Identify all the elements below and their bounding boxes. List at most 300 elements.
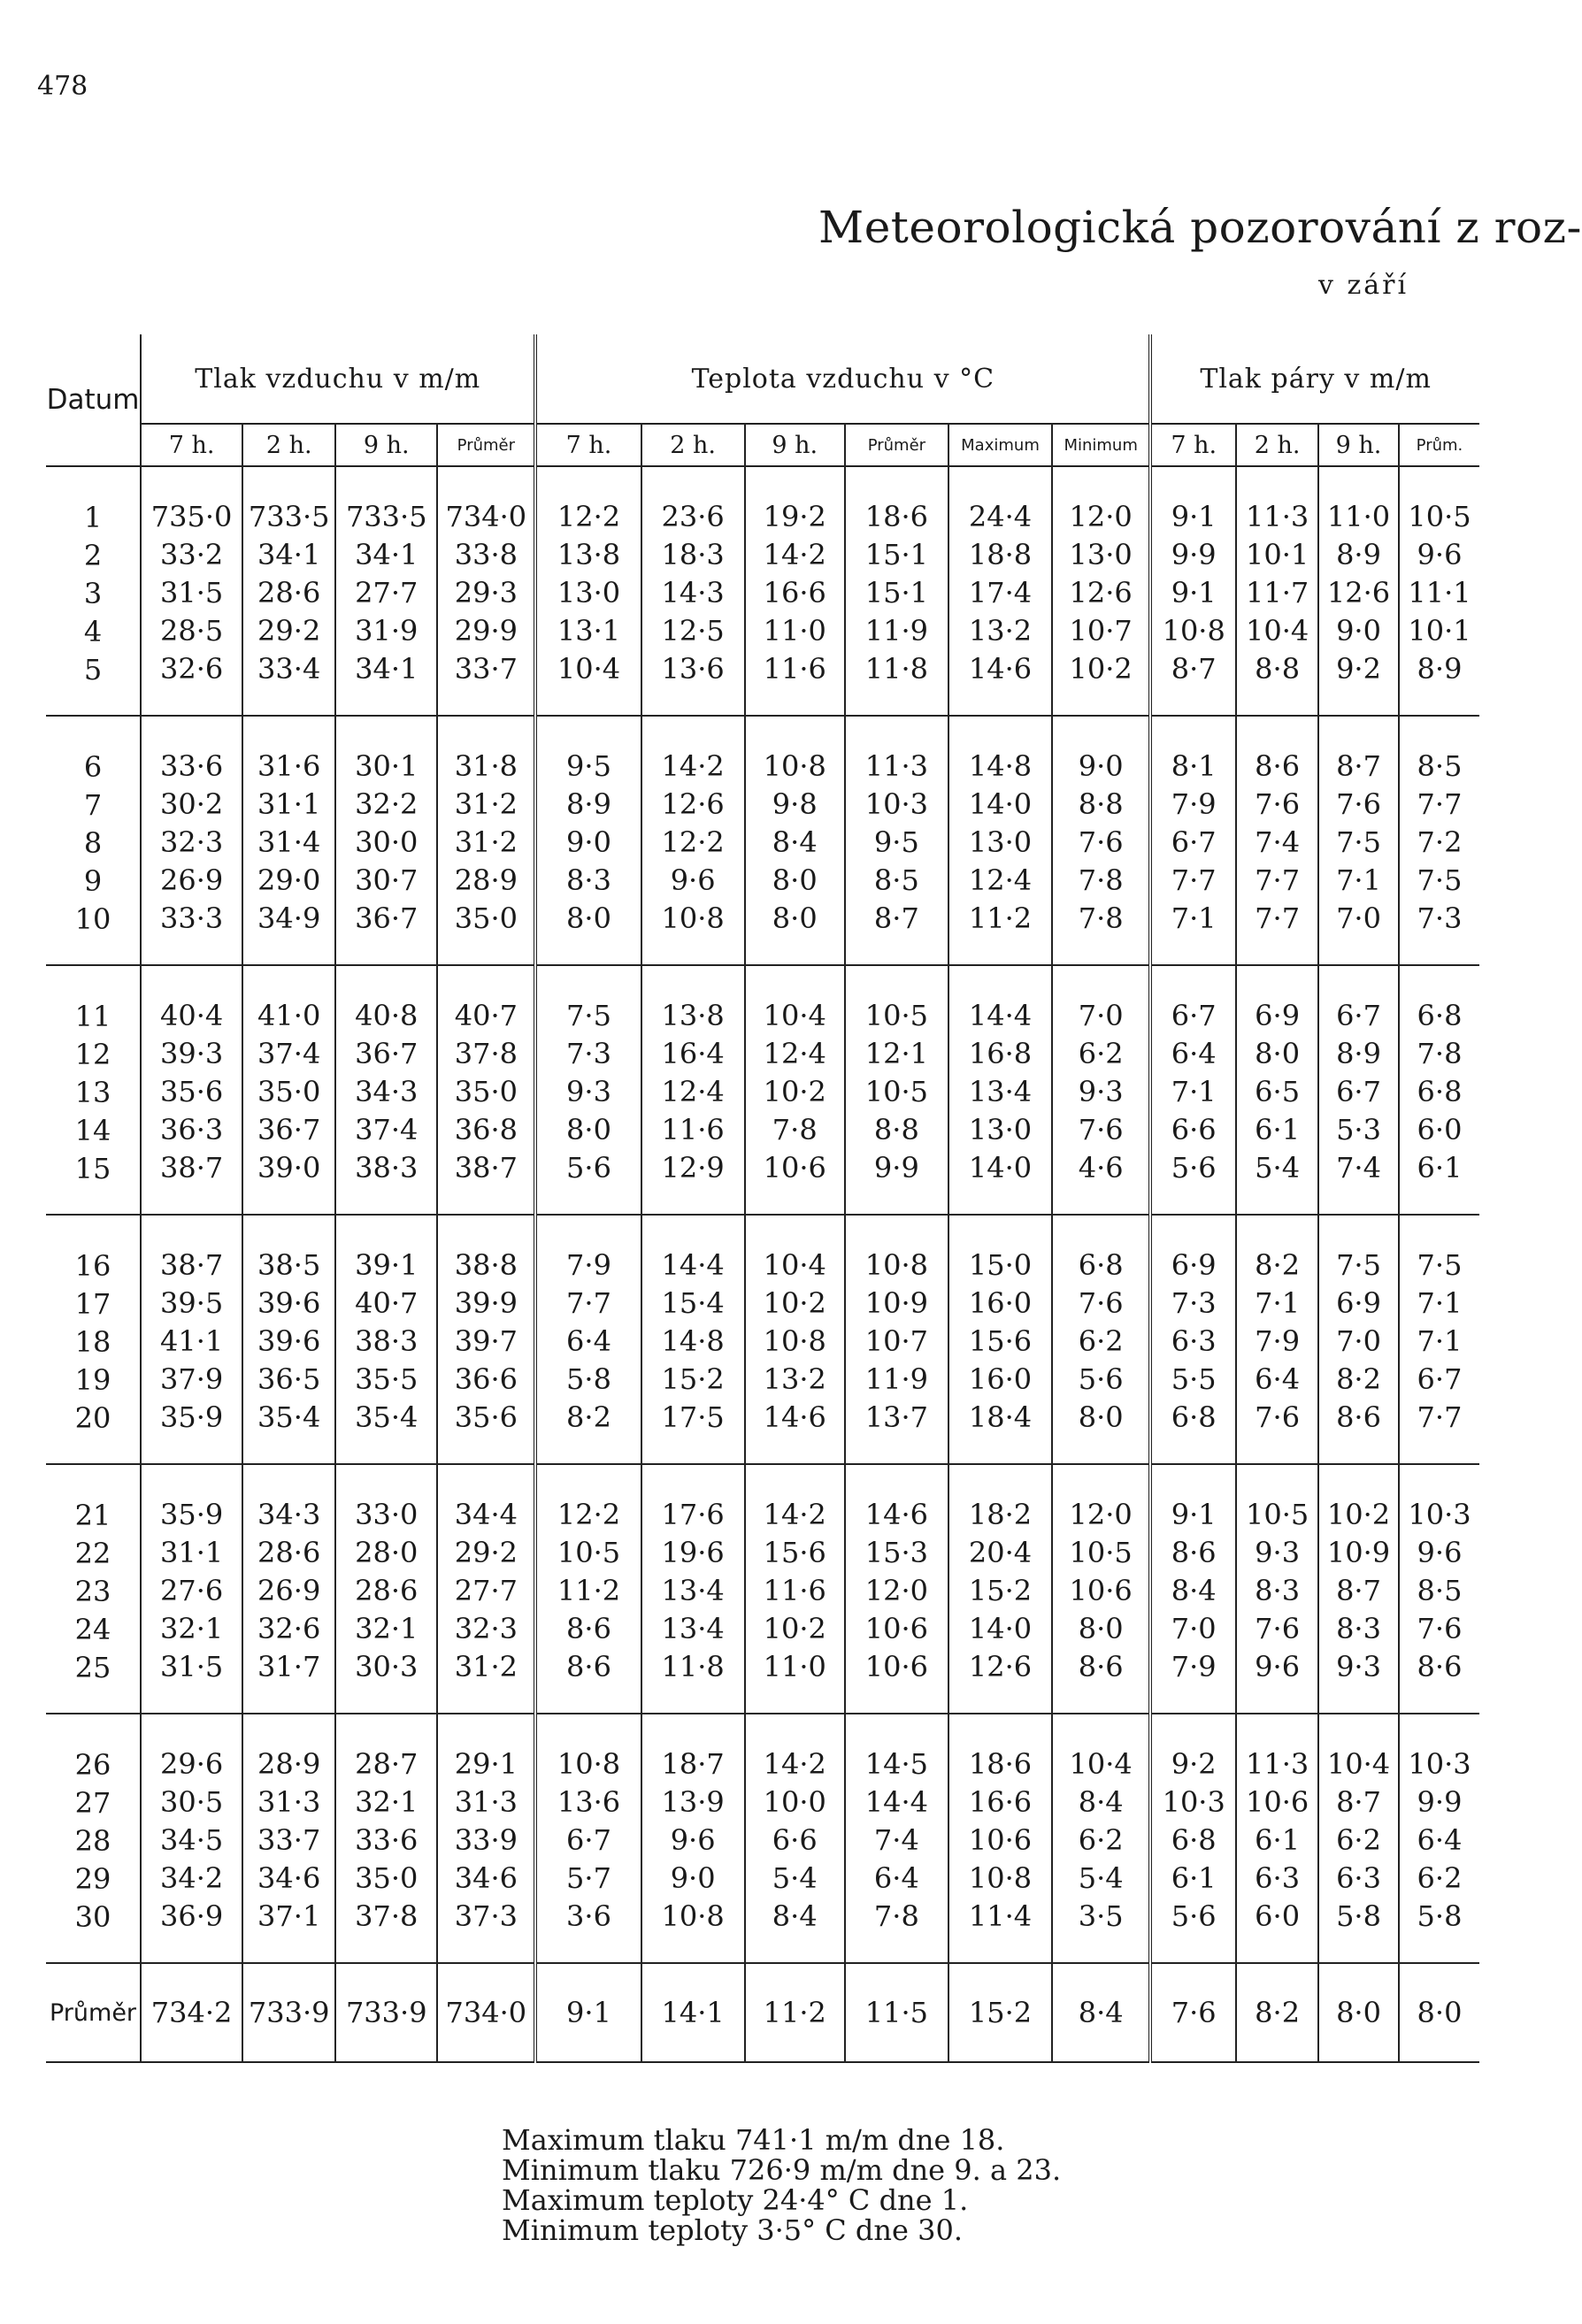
value-cell: 10·8 — [1150, 612, 1236, 650]
spacer-row — [46, 1437, 1479, 1464]
value-cell: 35·5 — [335, 1361, 437, 1399]
value-cell: 10·4 — [745, 1246, 845, 1285]
value-cell: 7·1 — [1236, 1285, 1318, 1323]
value-cell: 10·5 — [845, 1073, 948, 1111]
value-cell: 14·6 — [948, 650, 1052, 688]
value-cell: 15·3 — [845, 1534, 948, 1572]
datum-header: Datum — [46, 334, 141, 466]
value-cell: 7·6 — [1318, 786, 1399, 824]
note-min-temperature: Minimum teploty 3·5° C dne 30. — [502, 2213, 964, 2247]
value-cell: 13·0 — [948, 824, 1052, 862]
day-cell: 4 — [46, 612, 141, 650]
value-cell: 9·6 — [1399, 1534, 1479, 1572]
value-cell: 6·0 — [1399, 1111, 1479, 1149]
value-cell: 8·2 — [1318, 1361, 1399, 1399]
value-cell: 26·9 — [141, 862, 242, 900]
value-cell: 15·2 — [641, 1361, 745, 1399]
value-cell: 6·7 — [1318, 1073, 1399, 1111]
table-row — [46, 1860, 1479, 1898]
value-cell: 6·8 — [1150, 1399, 1236, 1437]
value-cell: 6·4 — [1236, 1361, 1318, 1399]
value-cell: 10·5 — [1052, 1534, 1150, 1572]
value-cell: 15·0 — [948, 1246, 1052, 1285]
value-cell: 30·2 — [141, 786, 242, 824]
table-row — [46, 1496, 1479, 1534]
value-cell: 16·0 — [948, 1285, 1052, 1323]
value-cell: 8·0 — [1236, 1035, 1318, 1073]
value-cell: 37·4 — [335, 1111, 437, 1149]
value-cell: 33·7 — [242, 1822, 335, 1860]
value-cell: 39·1 — [335, 1246, 437, 1285]
table-row — [46, 1745, 1479, 1783]
value-cell: 31·2 — [437, 1648, 535, 1686]
value-cell: 34·9 — [242, 900, 335, 938]
header-sub-row — [46, 424, 1479, 466]
value-cell: 15·2 — [948, 1572, 1052, 1610]
value-cell: 34·4 — [437, 1496, 535, 1534]
value-cell: 28·6 — [242, 574, 335, 612]
average-cell: 15·2 — [948, 1963, 1052, 2062]
value-cell: 6·3 — [1150, 1323, 1236, 1361]
value-cell: 11·6 — [641, 1111, 745, 1149]
header-group-row — [46, 334, 1479, 424]
value-cell: 8·8 — [845, 1111, 948, 1149]
vapor-col-7h: 7 h. — [1150, 424, 1236, 466]
value-cell: 5·8 — [1318, 1898, 1399, 1936]
observation-table — [46, 334, 1479, 2063]
value-cell: 7·5 — [535, 997, 641, 1035]
value-cell: 15·6 — [745, 1534, 845, 1572]
value-cell: 11·9 — [845, 612, 948, 650]
value-cell: 9·3 — [535, 1073, 641, 1111]
average-cell: 734·0 — [437, 1963, 535, 2062]
value-cell: 11·0 — [745, 1648, 845, 1686]
spacer-row — [46, 1215, 1479, 1246]
value-cell: 31·6 — [242, 748, 335, 786]
value-cell: 40·4 — [141, 997, 242, 1035]
average-row — [46, 1963, 1479, 2062]
value-cell: 6·2 — [1052, 1822, 1150, 1860]
value-cell: 14·6 — [745, 1399, 845, 1437]
value-cell: 7·9 — [1150, 1648, 1236, 1686]
value-cell: 734·0 — [437, 498, 535, 536]
value-cell: 9·9 — [845, 1149, 948, 1187]
value-cell: 35·0 — [437, 900, 535, 938]
value-cell: 10·2 — [745, 1285, 845, 1323]
value-cell: 8·4 — [745, 1898, 845, 1936]
value-cell: 34·3 — [335, 1073, 437, 1111]
value-cell: 16·8 — [948, 1035, 1052, 1073]
value-cell: 31·4 — [242, 824, 335, 862]
value-cell: 8·0 — [745, 900, 845, 938]
value-cell: 10·4 — [1052, 1745, 1150, 1783]
value-cell: 12·1 — [845, 1035, 948, 1073]
value-cell: 18·8 — [948, 536, 1052, 574]
value-cell: 40·7 — [437, 997, 535, 1035]
value-cell: 8·7 — [1150, 650, 1236, 688]
value-cell: 34·6 — [437, 1860, 535, 1898]
value-cell: 14·4 — [641, 1246, 745, 1285]
value-cell: 33·3 — [141, 900, 242, 938]
value-cell: 29·9 — [437, 612, 535, 650]
day-cell: 24 — [46, 1610, 141, 1648]
value-cell: 17·4 — [948, 574, 1052, 612]
pressure-col-2h: 2 h. — [242, 424, 335, 466]
day-cell: 10 — [46, 900, 141, 938]
value-cell: 27·7 — [335, 574, 437, 612]
value-cell: 35·0 — [437, 1073, 535, 1111]
average-cell: 11·5 — [845, 1963, 948, 2062]
value-cell: 7·4 — [1318, 1149, 1399, 1187]
value-cell: 9·3 — [1052, 1073, 1150, 1111]
table-row — [46, 1648, 1479, 1686]
value-cell: 5·4 — [745, 1860, 845, 1898]
table-row — [46, 1035, 1479, 1073]
day-cell: 15 — [46, 1149, 141, 1187]
value-cell: 30·1 — [335, 748, 437, 786]
value-cell: 28·0 — [335, 1534, 437, 1572]
value-cell: 7·1 — [1150, 900, 1236, 938]
value-cell: 6·4 — [1399, 1822, 1479, 1860]
value-cell: 15·1 — [845, 574, 948, 612]
average-label: Průměr — [46, 1963, 141, 2062]
value-cell: 7·3 — [1399, 900, 1479, 938]
value-cell: 27·6 — [141, 1572, 242, 1610]
value-cell: 33·6 — [141, 748, 242, 786]
value-cell: 30·3 — [335, 1648, 437, 1686]
value-cell: 7·7 — [1236, 900, 1318, 938]
value-cell: 28·6 — [335, 1572, 437, 1610]
value-cell: 6·2 — [1052, 1035, 1150, 1073]
note-max-temperature: Maximum teploty 24·4° C dne 1. — [502, 2183, 969, 2217]
value-cell: 5·6 — [1150, 1149, 1236, 1187]
value-cell: 11·2 — [948, 900, 1052, 938]
value-cell: 12·5 — [641, 612, 745, 650]
value-cell: 32·3 — [437, 1610, 535, 1648]
value-cell: 10·2 — [745, 1073, 845, 1111]
temp-col-2h: 2 h. — [641, 424, 745, 466]
value-cell: 35·0 — [242, 1073, 335, 1111]
value-cell: 14·4 — [948, 997, 1052, 1035]
value-cell: 8·3 — [1318, 1610, 1399, 1648]
value-cell: 13·0 — [1052, 536, 1150, 574]
value-cell: 7·6 — [1052, 1111, 1150, 1149]
value-cell: 7·1 — [1318, 862, 1399, 900]
value-cell: 6·7 — [1150, 997, 1236, 1035]
day-cell: 13 — [46, 1073, 141, 1111]
day-cell: 21 — [46, 1496, 141, 1534]
value-cell: 9·0 — [1318, 612, 1399, 650]
value-cell: 12·4 — [641, 1073, 745, 1111]
value-cell: 13·4 — [948, 1073, 1052, 1111]
value-cell: 39·3 — [141, 1035, 242, 1073]
value-cell: 8·9 — [1318, 536, 1399, 574]
value-cell: 24·4 — [948, 498, 1052, 536]
value-cell: 8·3 — [1236, 1572, 1318, 1610]
value-cell: 31·7 — [242, 1648, 335, 1686]
value-cell: 10·8 — [845, 1246, 948, 1285]
day-cell: 7 — [46, 786, 141, 824]
value-cell: 7·9 — [1150, 786, 1236, 824]
value-cell: 10·8 — [745, 748, 845, 786]
value-cell: 38·5 — [242, 1246, 335, 1285]
value-cell: 37·4 — [242, 1035, 335, 1073]
value-cell: 6·3 — [1318, 1860, 1399, 1898]
value-cell: 14·8 — [641, 1323, 745, 1361]
value-cell: 10·3 — [845, 786, 948, 824]
value-cell: 6·1 — [1236, 1111, 1318, 1149]
value-cell: 7·0 — [1150, 1610, 1236, 1648]
vapor-col-avg: Prům. — [1399, 424, 1479, 466]
value-cell: 27·7 — [437, 1572, 535, 1610]
value-cell: 11·0 — [745, 612, 845, 650]
table-row — [46, 1111, 1479, 1149]
value-cell: 29·3 — [437, 574, 535, 612]
value-cell: 36·8 — [437, 1111, 535, 1149]
value-cell: 18·6 — [948, 1745, 1052, 1783]
value-cell: 14·0 — [948, 1149, 1052, 1187]
value-cell: 35·4 — [335, 1399, 437, 1437]
value-cell: 10·4 — [745, 997, 845, 1035]
value-cell: 19·2 — [745, 498, 845, 536]
value-cell: 18·2 — [948, 1496, 1052, 1534]
value-cell: 5·6 — [1052, 1361, 1150, 1399]
value-cell: 7·7 — [1399, 786, 1479, 824]
value-cell: 31·8 — [437, 748, 535, 786]
value-cell: 5·7 — [535, 1860, 641, 1898]
day-cell: 14 — [46, 1111, 141, 1149]
value-cell: 34·5 — [141, 1822, 242, 1860]
value-cell: 10·6 — [845, 1648, 948, 1686]
value-cell: 9·2 — [1150, 1745, 1236, 1783]
value-cell: 18·4 — [948, 1399, 1052, 1437]
table-row — [46, 536, 1479, 574]
value-cell: 14·3 — [641, 574, 745, 612]
value-cell: 12·4 — [745, 1035, 845, 1073]
value-cell: 14·0 — [948, 786, 1052, 824]
value-cell: 33·7 — [437, 650, 535, 688]
value-cell: 7·1 — [1150, 1073, 1236, 1111]
value-cell: 6·7 — [535, 1822, 641, 1860]
page-number: 478 — [37, 71, 88, 102]
value-cell: 40·8 — [335, 997, 437, 1035]
value-cell: 13·4 — [641, 1572, 745, 1610]
value-cell: 12·6 — [948, 1648, 1052, 1686]
value-cell: 13·7 — [845, 1399, 948, 1437]
value-cell: 39·6 — [242, 1285, 335, 1323]
value-cell: 14·4 — [845, 1783, 948, 1822]
value-cell: 6·2 — [1399, 1860, 1479, 1898]
value-cell: 14·2 — [745, 1745, 845, 1783]
value-cell: 8·6 — [1052, 1648, 1150, 1686]
spacer-row — [46, 716, 1479, 748]
value-cell: 13·4 — [641, 1610, 745, 1648]
value-cell: 7·4 — [1236, 824, 1318, 862]
value-cell: 12·9 — [641, 1149, 745, 1187]
value-cell: 38·3 — [335, 1149, 437, 1187]
value-cell: 7·5 — [1318, 824, 1399, 862]
value-cell: 6·7 — [1399, 1361, 1479, 1399]
value-cell: 8·2 — [535, 1399, 641, 1437]
value-cell: 37·1 — [242, 1898, 335, 1936]
value-cell: 7·8 — [1052, 900, 1150, 938]
value-cell: 31·1 — [141, 1534, 242, 1572]
value-cell: 37·9 — [141, 1361, 242, 1399]
value-cell: 15·4 — [641, 1285, 745, 1323]
value-cell: 12·2 — [535, 498, 641, 536]
value-cell: 31·2 — [437, 786, 535, 824]
value-cell: 29·1 — [437, 1745, 535, 1783]
average-cell: 734·2 — [141, 1963, 242, 2062]
value-cell: 12·4 — [948, 862, 1052, 900]
spacer-row — [46, 1187, 1479, 1215]
day-cell: 2 — [46, 536, 141, 574]
value-cell: 26·9 — [242, 1572, 335, 1610]
value-cell: 8·9 — [1318, 1035, 1399, 1073]
value-cell: 6·4 — [845, 1860, 948, 1898]
spacer-row — [46, 1686, 1479, 1714]
average-cell: 14·1 — [641, 1963, 745, 2062]
spacer-row — [46, 466, 1479, 498]
value-cell: 10·5 — [1399, 498, 1479, 536]
value-cell: 10·3 — [1399, 1745, 1479, 1783]
value-cell: 39·7 — [437, 1323, 535, 1361]
value-cell: 6·6 — [1150, 1111, 1236, 1149]
value-cell: 31·3 — [437, 1783, 535, 1822]
value-cell: 23·6 — [641, 498, 745, 536]
value-cell: 11·7 — [1236, 574, 1318, 612]
spacer-row — [46, 1464, 1479, 1496]
value-cell: 34·1 — [335, 650, 437, 688]
value-cell: 5·5 — [1150, 1361, 1236, 1399]
average-cell: 8·2 — [1236, 1963, 1318, 2062]
value-cell: 12·0 — [1052, 498, 1150, 536]
value-cell: 10·5 — [1236, 1496, 1318, 1534]
value-cell: 9·6 — [641, 1822, 745, 1860]
value-cell: 17·6 — [641, 1496, 745, 1534]
vapor-col-2h: 2 h. — [1236, 424, 1318, 466]
value-cell: 6·4 — [1150, 1035, 1236, 1073]
day-cell: 30 — [46, 1898, 141, 1936]
table-row — [46, 1572, 1479, 1610]
value-cell: 9·5 — [845, 824, 948, 862]
value-cell: 8·7 — [1318, 1572, 1399, 1610]
pressure-col-9h: 9 h. — [335, 424, 437, 466]
value-cell: 12·0 — [845, 1572, 948, 1610]
value-cell: 7·9 — [1236, 1323, 1318, 1361]
value-cell: 12·6 — [1052, 574, 1150, 612]
day-cell: 29 — [46, 1860, 141, 1898]
value-cell: 10·2 — [1052, 650, 1150, 688]
value-cell: 28·9 — [437, 862, 535, 900]
value-cell: 13·0 — [535, 574, 641, 612]
value-cell: 13·2 — [948, 612, 1052, 650]
value-cell: 3·6 — [535, 1898, 641, 1936]
value-cell: 13·6 — [641, 650, 745, 688]
average-cell: 9·1 — [535, 1963, 641, 2062]
spacer-row — [46, 1714, 1479, 1745]
table-row — [46, 1149, 1479, 1187]
value-cell: 32·6 — [141, 650, 242, 688]
value-cell: 13·0 — [948, 1111, 1052, 1149]
value-cell: 35·9 — [141, 1496, 242, 1534]
value-cell: 38·7 — [141, 1246, 242, 1285]
value-cell: 9·0 — [1052, 748, 1150, 786]
value-cell: 6·0 — [1236, 1898, 1318, 1936]
value-cell: 7·7 — [535, 1285, 641, 1323]
value-cell: 29·2 — [437, 1534, 535, 1572]
vapor-header: Tlak páry v m/m — [1150, 334, 1479, 424]
value-cell: 7·1 — [1399, 1323, 1479, 1361]
value-cell: 9·6 — [1236, 1648, 1318, 1686]
value-cell: 37·8 — [437, 1035, 535, 1073]
day-cell: 3 — [46, 574, 141, 612]
value-cell: 31·9 — [335, 612, 437, 650]
value-cell: 8·5 — [845, 862, 948, 900]
table-row — [46, 1610, 1479, 1648]
table-row — [46, 574, 1479, 612]
value-cell: 40·7 — [335, 1285, 437, 1323]
day-cell: 18 — [46, 1323, 141, 1361]
value-cell: 17·5 — [641, 1399, 745, 1437]
value-cell: 7·6 — [1236, 1399, 1318, 1437]
value-cell: 31·5 — [141, 574, 242, 612]
average-cell: 8·0 — [1318, 1963, 1399, 2062]
value-cell: 39·5 — [141, 1285, 242, 1323]
value-cell: 6·9 — [1236, 997, 1318, 1035]
value-cell: 6·8 — [1150, 1822, 1236, 1860]
value-cell: 9·5 — [535, 748, 641, 786]
value-cell: 38·8 — [437, 1246, 535, 1285]
value-cell: 36·7 — [335, 1035, 437, 1073]
value-cell: 7·9 — [535, 1246, 641, 1285]
value-cell: 6·1 — [1150, 1860, 1236, 1898]
table-row — [46, 1285, 1479, 1323]
value-cell: 14·8 — [948, 748, 1052, 786]
value-cell: 33·0 — [335, 1496, 437, 1534]
value-cell: 8·0 — [1052, 1610, 1150, 1648]
value-cell: 8·7 — [845, 900, 948, 938]
value-cell: 34·6 — [242, 1860, 335, 1898]
value-cell: 10·6 — [745, 1149, 845, 1187]
value-cell: 7·3 — [1150, 1285, 1236, 1323]
value-cell: 11·0 — [1318, 498, 1399, 536]
value-cell: 11·6 — [745, 1572, 845, 1610]
value-cell: 8·6 — [1236, 748, 1318, 786]
value-cell: 6·8 — [1399, 997, 1479, 1035]
value-cell: 11·9 — [845, 1361, 948, 1399]
value-cell: 33·4 — [242, 650, 335, 688]
value-cell: 8·4 — [1052, 1783, 1150, 1822]
value-cell: 16·6 — [948, 1783, 1052, 1822]
value-cell: 10·6 — [1052, 1572, 1150, 1610]
value-cell: 31·1 — [242, 786, 335, 824]
value-cell: 32·3 — [141, 824, 242, 862]
value-cell: 34·1 — [335, 536, 437, 574]
value-cell: 29·0 — [242, 862, 335, 900]
value-cell: 9·0 — [535, 824, 641, 862]
value-cell: 11·8 — [845, 650, 948, 688]
page-subtitle: v září — [1318, 270, 1409, 301]
value-cell: 34·1 — [242, 536, 335, 574]
value-cell: 8·5 — [1399, 1572, 1479, 1610]
value-cell: 35·9 — [141, 1399, 242, 1437]
value-cell: 39·6 — [242, 1323, 335, 1361]
value-cell: 38·7 — [437, 1149, 535, 1187]
average-cell: 7·6 — [1150, 1963, 1236, 2062]
value-cell: 10·5 — [845, 997, 948, 1035]
day-cell: 9 — [46, 862, 141, 900]
